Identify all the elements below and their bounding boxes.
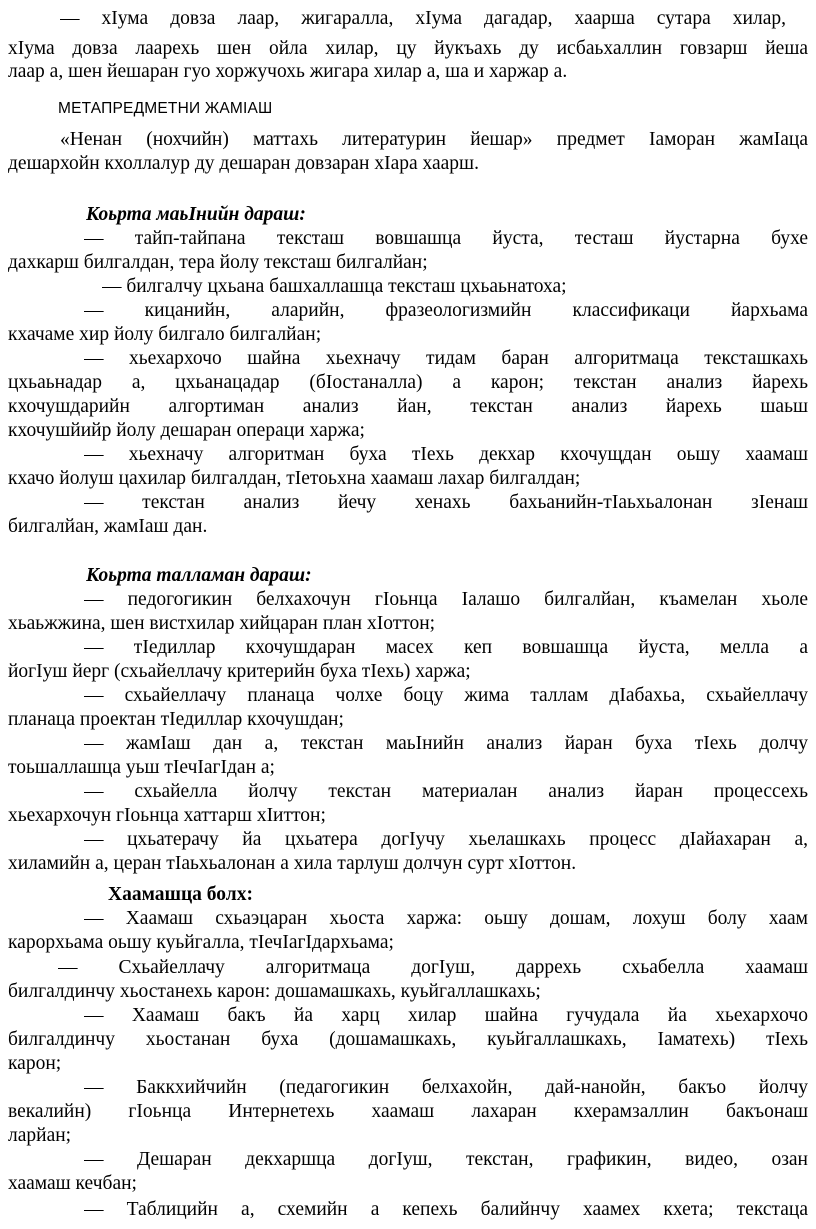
text-line: хьехархочун гӀоьнца хаттарш хӀиттон; — [8, 805, 326, 826]
text-line: ларйан; — [8, 1125, 72, 1146]
text-line: — хьехархочо шайна хьехначу тидам баран алгоритмаца тексташкахь — [84, 348, 808, 369]
text-line: — Хаамаш бакъ йа харц хилар шайна гучудала йа хьехархочо — [84, 1005, 808, 1026]
text-line: хӀума довза лаарехь шен ойла хилар, цу йукъахь ду исбаьхаллин говзарш йеша — [8, 38, 808, 59]
text-line: карорхьама оьшу куьйгалла, тӀечӀагӀдархьама; — [8, 932, 394, 953]
subsection-heading: Хаамашца болх: — [108, 884, 253, 905]
text-line: — схьайеллачу планаца чолхе боцу жима таллам дӀабахьа, схьайеллачу — [84, 685, 808, 706]
text-line: — педогогикин белхахочун гӀоьнца Ӏалашо билгалйан, къамелан хьоле — [84, 589, 808, 610]
text-line: дешархойн кхоллалур ду дешаран довзаран хӀара хаарш. — [8, 153, 479, 174]
text-line: — хӀума довза лаар, жигаралла, хӀума дагадар, хаарша сутара хилар, — [60, 8, 786, 29]
text-line: — текстан анализ йечу хенахь бахьанийн-тӀаьхьалонан зӀенаш — [84, 492, 808, 513]
text-line: кхочушдарийн алгортиман анализ йан, текстан анализ йарехь шаьш — [8, 396, 808, 417]
text-line: — тайп-тайпана тексташ вовшашца йуста, тесташ йустарна бухе — [84, 228, 808, 249]
text-line: — Хаамаш схьаэцаран хьоста харжа: оьшу дошам, лохуш болу хаам — [84, 908, 808, 929]
section-title: МЕТАПРЕДМЕТНИ ЖАМӀАШ — [58, 100, 273, 117]
text-line: хаамаш кечбан; — [8, 1173, 137, 1194]
text-line: — Баккхийчийн (педагогикин белхахойн, дай-нанойн, бакъо йолчу — [84, 1077, 808, 1098]
text-line: билгалдинчу хьостанехь карон: дошамашкахь, куьйгаллашкахь; — [8, 981, 541, 1002]
text-line: — тӀедиллар кхочушдаран масех кеп вовшашца йуста, мелла а — [84, 637, 808, 658]
text-line: карон; — [8, 1053, 62, 1074]
text-line: тоьшаллашца уьш тӀечӀагӀдан а; — [8, 757, 275, 778]
text-line: билгалдинчу хьостанан буха (дошамашкахь, куьйгаллашкахь, Ӏаматехь) тӀехь — [8, 1029, 808, 1050]
subsection-heading: Коьрта маьӀнийн дараш: — [86, 204, 306, 225]
text-line: хиламийн а, церан тӀаьхьалонан а хила тарлуш долчун сурт хӀоттон. — [8, 853, 577, 874]
text-line: — Таблицийн а, схемийн а кепехь балийнчу хаамех кхета; текстаца — [84, 1199, 808, 1220]
text-line: — жамӀаш дан а, текстан маьӀнийн анализ йаран буха тӀехь долчу — [84, 733, 808, 754]
text-line: — цхьатерачу йа цхьатера догӀучу хьелашкахь процесс дӀайахаран а, — [84, 829, 808, 850]
text-line: кхачаме хир йолу билгало билгалйан; — [8, 324, 322, 345]
text-line: кхачо йолуш цахилар билгалдан, тӀетоьхна хаамаш лахар билгалдан; — [8, 468, 581, 489]
text-line: — хьехначу алгоритман буха тӀехь декхар кхочущдан оьшу хаамаш — [84, 444, 808, 465]
text-line: билгалйан, жамӀаш дан. — [8, 516, 208, 537]
text-line: йогӀуш йерг (схьайеллачу критерийн буха тӀехь) харжа; — [8, 661, 471, 682]
text-line: планаца проектан тӀедиллар кхочушдан; — [8, 709, 344, 730]
text-line: — Дешаран декхаршца догӀуш, текстан, графикин, видео, озан — [84, 1149, 808, 1170]
text-line: лаар а, шен йешаран гуо хоржучохь жигара хилар а, ша и харжар а. — [8, 61, 568, 82]
text-line: цхьаьнадар а, цхьанацадар (бӀостаналла) а карон; текстан анализ йарехь — [8, 372, 808, 393]
text-line: — билгалчу цхьана башхаллашца тексташ цхьаьнатоха; — [102, 276, 567, 297]
text-line: — кицанийн, аларийн, фразеологизмийн классификаци йархьама — [84, 300, 808, 321]
text-line: — Схьайеллачу алгоритмаца догӀуш, даррехь схьабелла хаамаш — [58, 957, 808, 978]
subsection-heading: Коьрта талламан дараш: — [86, 565, 312, 586]
text-line: «Ненан (нохчийн) маттахь литературин йешар» предмет Ӏаморан жамӀаца — [60, 129, 808, 150]
text-line: дахкарш билгалдан, тера йолу тексташ билгалйан; — [8, 252, 428, 273]
text-line: хьаьжжина, шен вистхилар хийцаран план хӀоттон; — [8, 613, 436, 634]
text-line: векалийн) гӀоьнца Интернетехь хаамаш лахаран кхерамзаллин бакъонаш — [8, 1101, 808, 1122]
text-line: кхочушйийр йолу дешаран операци харжа; — [8, 420, 365, 441]
text-line: — схьайелла йолчу текстан материалан анализ йаран процессехь — [84, 781, 808, 802]
